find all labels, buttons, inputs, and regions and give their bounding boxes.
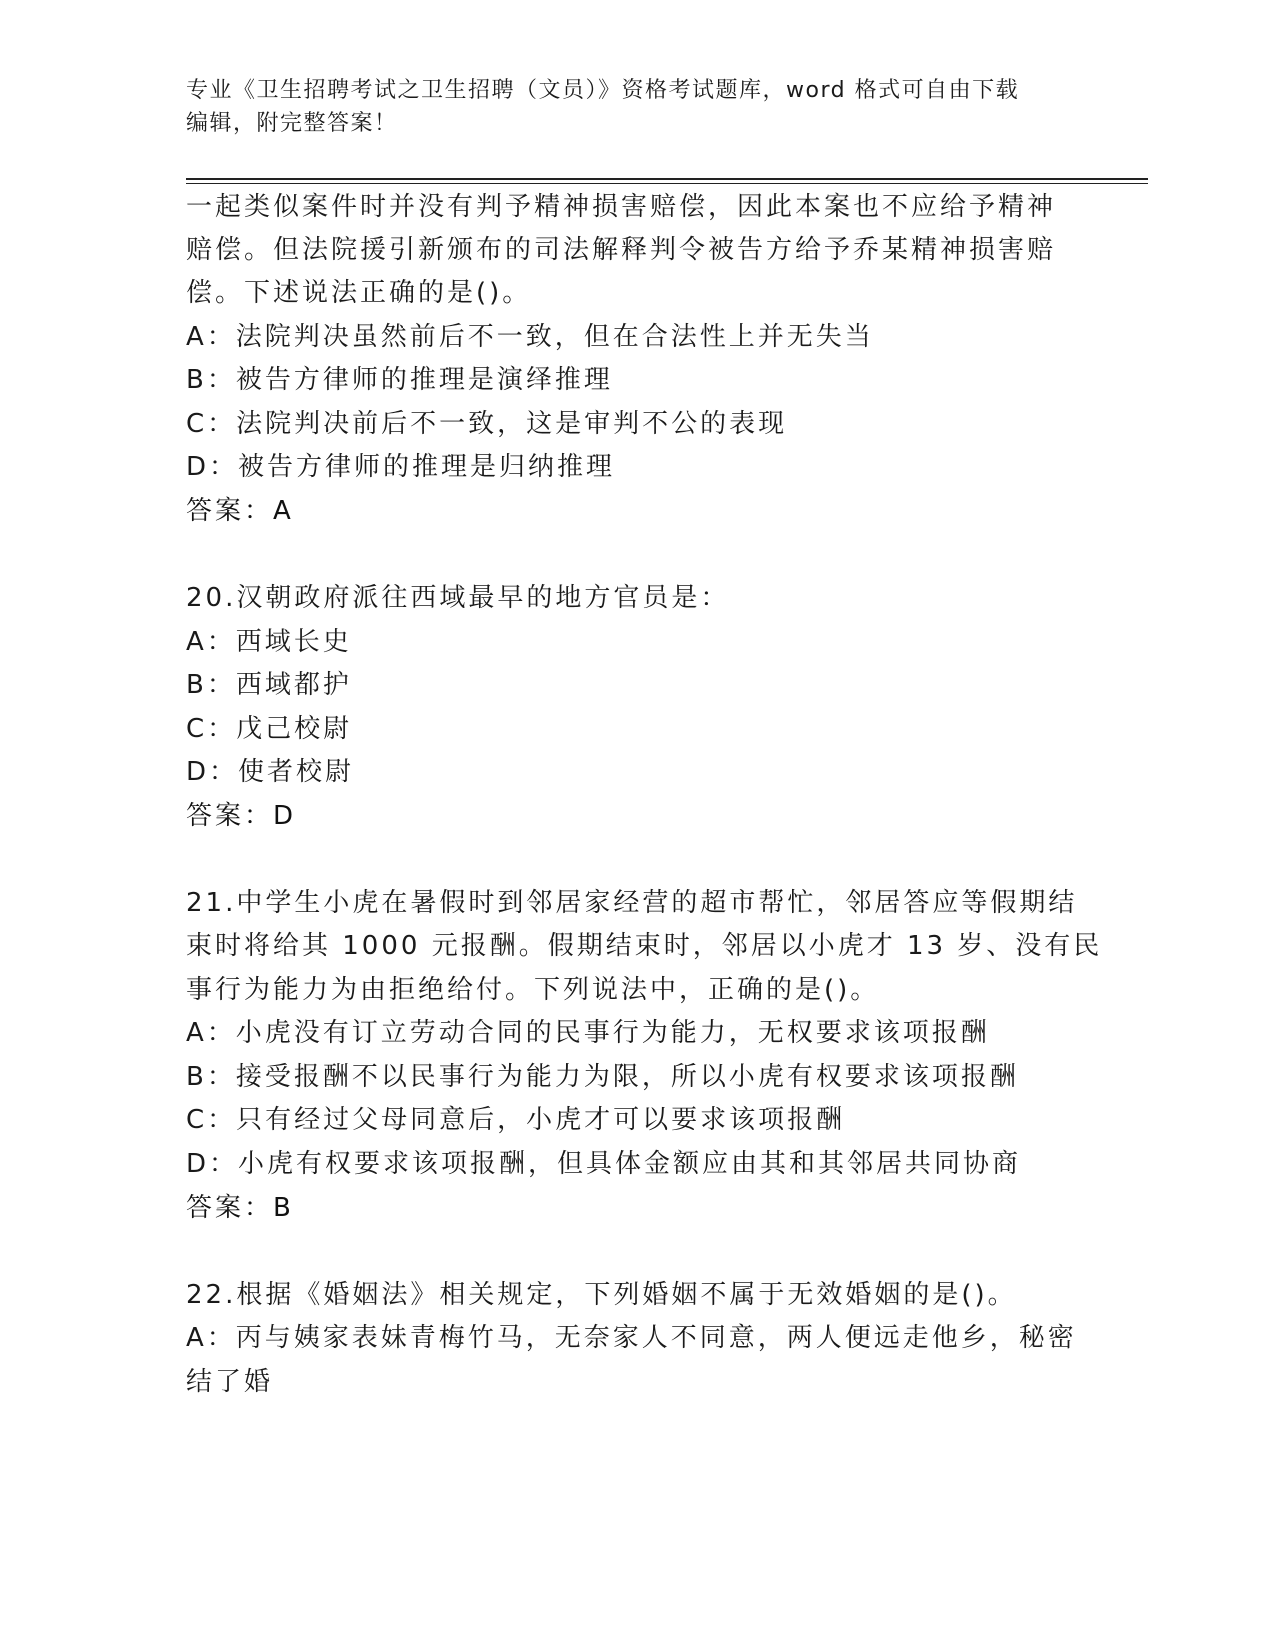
- option-c: C：只有经过父母同意后，小虎才可以要求该项报酬: [186, 1105, 846, 1135]
- header-line-2: 编辑，附完整答案！: [186, 111, 398, 136]
- option-b: B：接受报酬不以民事行为能力为限，所以小虎有权要求该项报酬: [186, 1062, 1019, 1092]
- option-a-line-1: A：丙与姨家表妹青梅竹马，无奈家人不同意，两人便远走他乡，秘密: [186, 1323, 1077, 1353]
- question-stem-line-3: 事行为能力为由拒绝给付。下列说法中，正确的是()。: [186, 975, 880, 1005]
- answer-label: 答案：B: [186, 1193, 294, 1223]
- answer-label: 答案：D: [186, 801, 297, 831]
- option-a: A：法院判决虽然前后不一致，但在合法性上并无失当: [186, 322, 874, 352]
- header-divider-thick: [186, 178, 1148, 180]
- header-divider-thin: [186, 183, 1148, 184]
- continuation-line-3: 偿。下述说法正确的是()。: [186, 278, 532, 308]
- option-d: D：使者校尉: [186, 757, 355, 787]
- question-stem-line-2: 束时将给其 1000 元报酬。假期结束时，邻居以小虎才 13 岁、没有民: [186, 931, 1103, 961]
- option-b: B：西域都护: [186, 670, 352, 700]
- option-a: A：小虎没有订立劳动合同的民事行为能力，无权要求该项报酬: [186, 1018, 990, 1048]
- option-b: B：被告方律师的推理是演绎推理: [186, 365, 613, 395]
- question-stem-line-1: 21.中学生小虎在暑假时到邻居家经营的超市帮忙，邻居答应等假期结: [186, 888, 1078, 918]
- document-header: [186, 74, 1076, 140]
- option-d: D：被告方律师的推理是归纳推理: [186, 452, 616, 482]
- option-c: C：戊己校尉: [186, 714, 353, 744]
- option-d: D：小虎有权要求该项报酬，但具体金额应由其和其邻居共同协商: [186, 1149, 1022, 1179]
- option-c: C：法院判决前后不一致，这是审判不公的表现: [186, 409, 788, 439]
- question-stem: 20.汉朝政府派往西域最早的地方官员是：: [186, 583, 730, 613]
- option-a-line-2: 结了婚: [186, 1367, 274, 1397]
- continuation-line-2: 赔偿。但法院援引新颁布的司法解释判令被告方给予乔某精神损害赔: [186, 235, 1057, 265]
- question-stem: 22.根据《婚姻法》相关规定，下列婚姻不属于无效婚姻的是()。: [186, 1280, 1017, 1310]
- option-a: A：西域长史: [186, 627, 352, 657]
- header-line-1: 专业《卫生招聘考试之卫生招聘（文员）》资格考试题库，word 格式可自由下载: [186, 78, 1020, 103]
- continuation-line-1: 一起类似案件时并没有判予精神损害赔偿，因此本案也不应给予精神: [186, 192, 1057, 222]
- answer-label: 答案：A: [186, 496, 294, 526]
